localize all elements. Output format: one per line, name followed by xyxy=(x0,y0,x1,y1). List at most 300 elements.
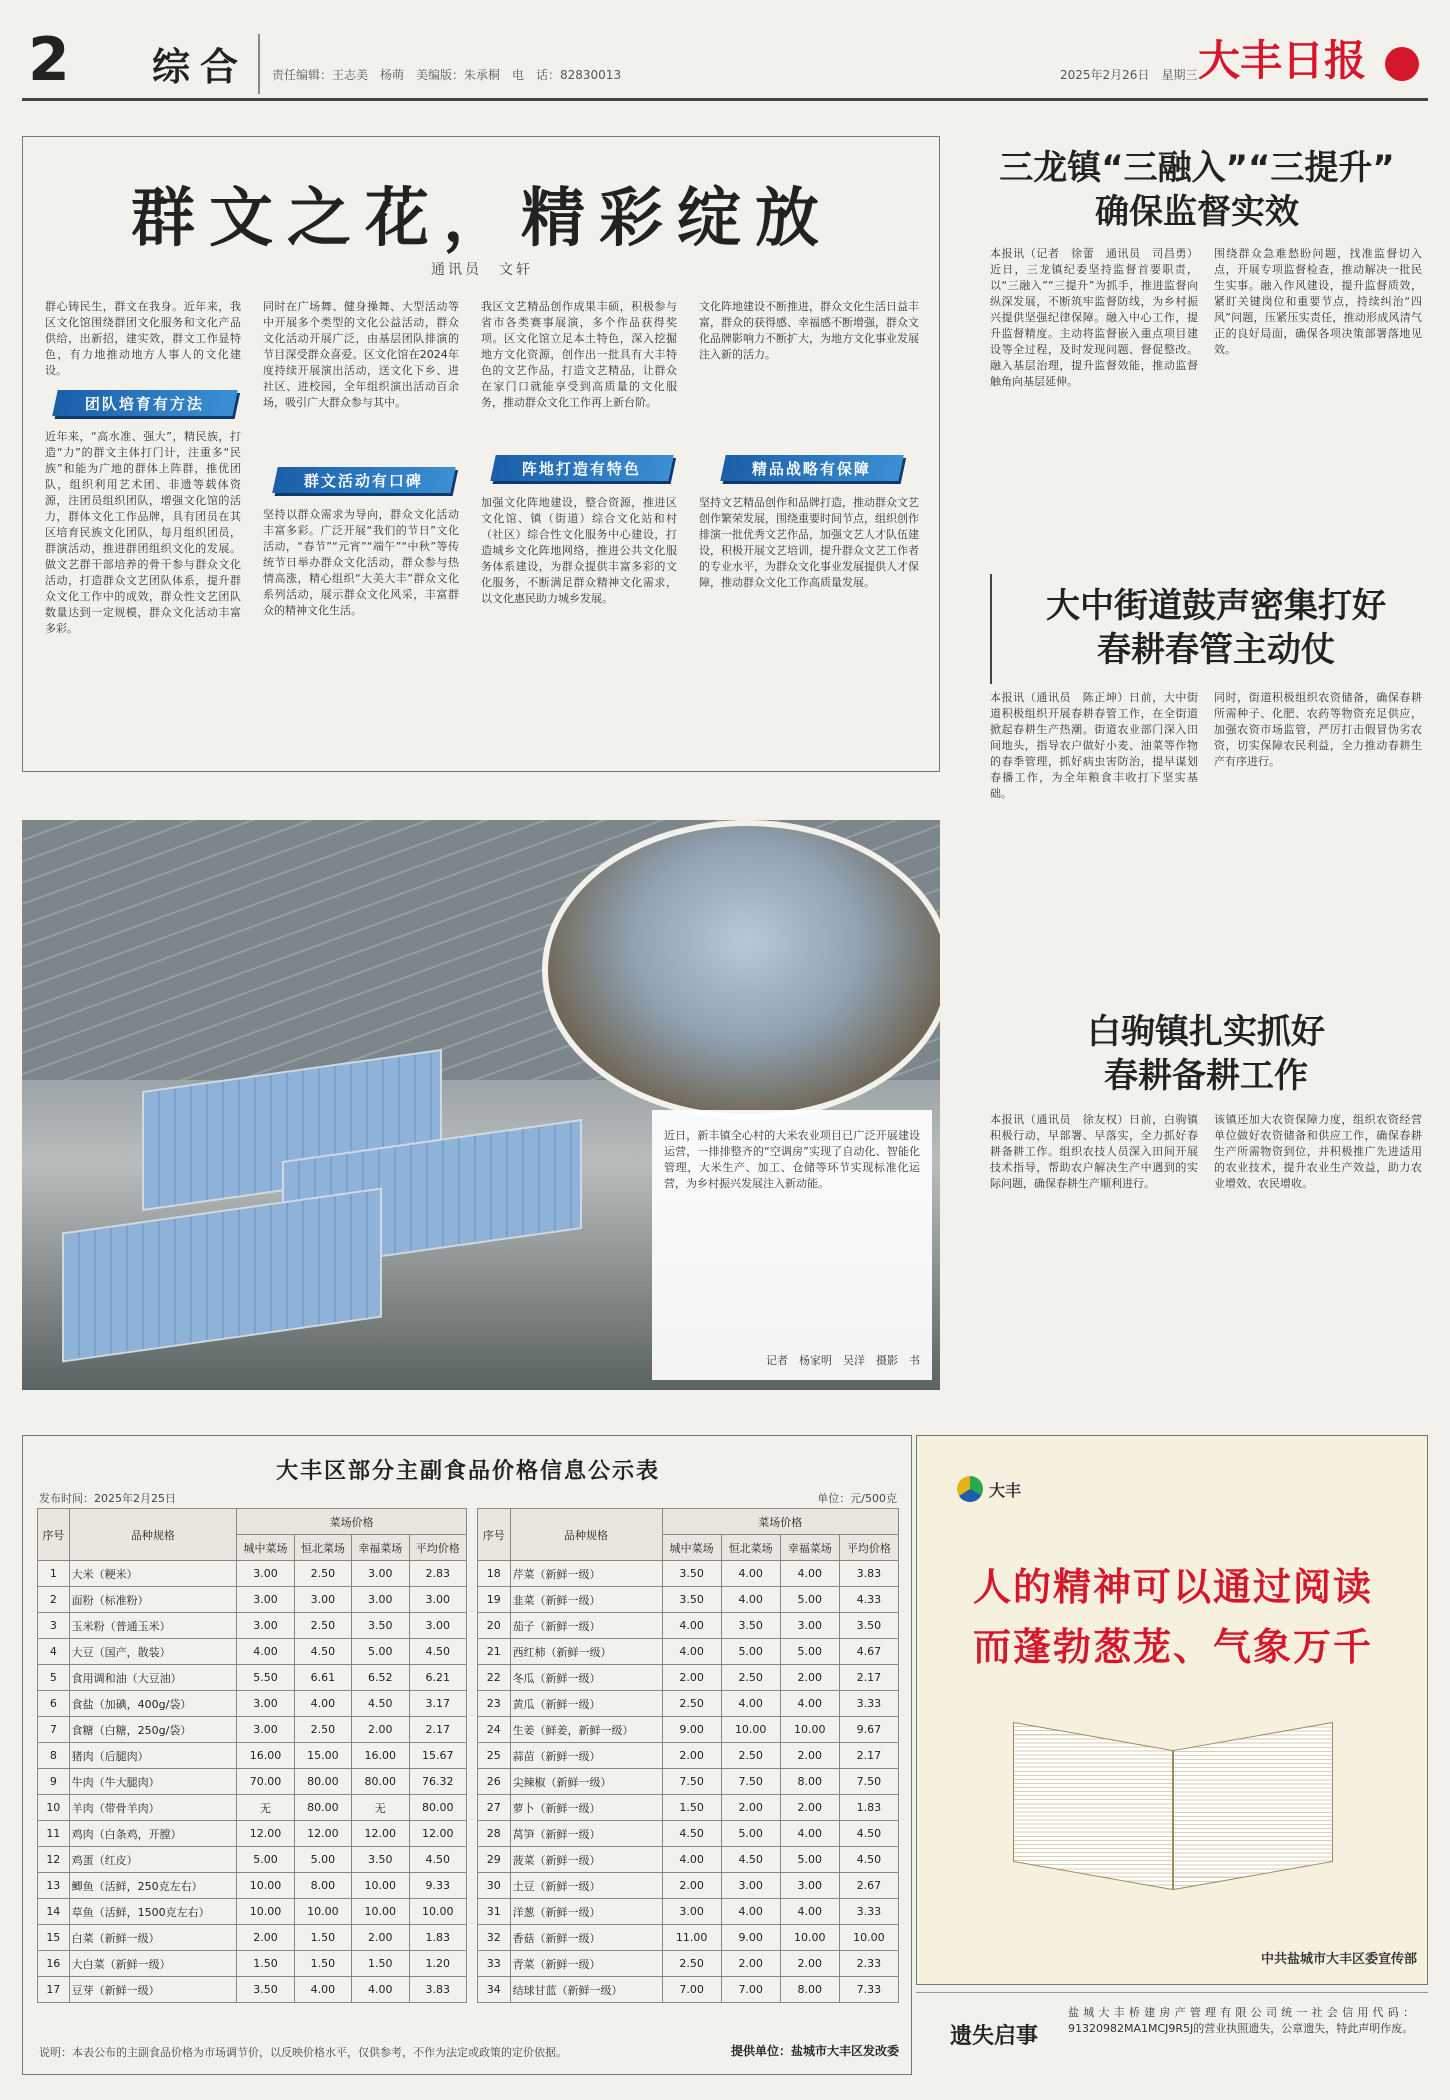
value-cell: 26 xyxy=(478,1769,511,1795)
caption-box xyxy=(652,1110,932,1380)
value-cell: 2.00 xyxy=(662,1743,721,1769)
aerial-photo xyxy=(22,820,940,1390)
value-cell: 15 xyxy=(38,1925,70,1951)
col4-text: 文化阵地建设不断推进，群众文化生活日益丰富，群众的获得感、幸福感不断增强，群众文化品牌影响力不断扩大，为地方文化事业发展注入新的活力。 xyxy=(699,300,919,361)
main-article-title: 群文之花，精彩绽放 xyxy=(131,182,833,256)
value-cell: 32 xyxy=(478,1925,511,1951)
price-provider: 提供单位：盐城市大丰区发改委 xyxy=(730,2044,899,2058)
value-cell: 2.33 xyxy=(839,1951,898,1977)
value-cell: 4.00 xyxy=(721,1587,780,1613)
value-cell: 1.83 xyxy=(409,1925,466,1951)
value-cell: 3.50 xyxy=(352,1613,409,1639)
value-cell: 7.00 xyxy=(721,1977,780,2003)
value-cell: 14 xyxy=(38,1899,70,1925)
value-cell: 16 xyxy=(38,1951,70,1977)
page-number: 2 xyxy=(28,25,70,95)
col4b-text: 坚持文艺精品创作和品牌打造，推动群众文艺创作繁荣发展，围绕重要时间节点，组织创作排演一批优秀文艺作品，加强文艺人才队伍建设，积极开展文艺培训，提升群众文艺工作者的专业水平，为群众文化事业发展提供人才保障，推动群众文化工作高质量发展。 xyxy=(699,496,919,589)
value-cell: 4.50 xyxy=(721,1847,780,1873)
value-cell: 4.00 xyxy=(294,1977,351,2003)
table-row xyxy=(38,1639,467,1665)
value-cell: 5.00 xyxy=(352,1639,409,1665)
value-cell: 3.83 xyxy=(839,1561,898,1587)
value-cell: 2.17 xyxy=(409,1717,466,1743)
item-name-cell: 青菜（新鲜一级） xyxy=(510,1951,662,1977)
value-cell: 3.50 xyxy=(237,1977,294,2003)
value-cell: 80.00 xyxy=(294,1795,351,1821)
table-row xyxy=(38,1873,467,1899)
value-cell: 4.00 xyxy=(780,1561,839,1587)
item-name-cell: 香菇（新鲜一级） xyxy=(510,1925,662,1951)
sanlong-text-a: 本报讯（记者 徐蕾 通讯员 司昌勇）近日，三龙镇纪委坚持监督首要职责，以“三融入”“三提升”为抓手，推进监督向纵深发展，不断筑牢监督防线，为乡村振兴提供坚强纪律保障。融入中心工作，提升监督精度。主动将监督嵌入重点项目建设等全过程，及时发现问题、督促整改。融入基层治理，提升监督效能，推动监督触角向基层延伸。 xyxy=(990,247,1198,388)
value-cell: 7.33 xyxy=(839,1977,898,2003)
item-name-cell: 面粉（标准粉） xyxy=(69,1587,237,1613)
item-name-cell: 土豆（新鲜一级） xyxy=(510,1873,662,1899)
value-cell: 30 xyxy=(478,1873,511,1899)
value-cell: 3.00 xyxy=(780,1873,839,1899)
value-cell: 2.00 xyxy=(721,1951,780,1977)
value-cell: 5.00 xyxy=(780,1587,839,1613)
notice-text: 盐城大丰桥建房产管理有限公司统一社会信用代码：91320982MA1MCJ9R5J的营业执照遗失，公章遗失，特此声明作废。 xyxy=(1068,2006,1414,2035)
subheading-venue: 阵地打造有特色 xyxy=(490,455,674,481)
value-cell: 28 xyxy=(478,1821,511,1847)
value-cell: 4.00 xyxy=(352,1977,409,2003)
item-name-cell: 鸡蛋（红皮） xyxy=(69,1847,237,1873)
item-name-cell: 豆芽（新鲜一级） xyxy=(69,1977,237,2003)
value-cell: 2.00 xyxy=(352,1925,409,1951)
section-name: 综合 xyxy=(152,45,249,89)
value-cell: 2.17 xyxy=(839,1743,898,1769)
value-cell: 2.00 xyxy=(237,1925,294,1951)
value-cell: 16.00 xyxy=(352,1743,409,1769)
value-cell: 23 xyxy=(478,1691,511,1717)
table-row xyxy=(478,1717,899,1743)
value-cell: 无 xyxy=(237,1795,294,1821)
value-cell: 6.61 xyxy=(294,1665,351,1691)
value-cell: 2.00 xyxy=(780,1795,839,1821)
value-cell: 80.00 xyxy=(352,1769,409,1795)
value-cell: 4.00 xyxy=(662,1613,721,1639)
table-row xyxy=(478,1951,899,1977)
value-cell: 3.00 xyxy=(409,1587,466,1613)
value-cell: 10 xyxy=(38,1795,70,1821)
table-row xyxy=(478,1795,899,1821)
value-cell: 2.50 xyxy=(721,1665,780,1691)
value-cell: 80.00 xyxy=(409,1795,466,1821)
value-cell: 4.00 xyxy=(721,1899,780,1925)
value-cell: 11.00 xyxy=(662,1925,721,1951)
value-cell: 10.00 xyxy=(352,1873,409,1899)
reading-ad xyxy=(916,1435,1428,1985)
value-cell: 2.50 xyxy=(721,1743,780,1769)
table-row xyxy=(478,1743,899,1769)
col-hengbei: 恒北菜场 xyxy=(294,1535,351,1561)
value-cell: 2.00 xyxy=(780,1665,839,1691)
value-cell: 12 xyxy=(38,1847,70,1873)
value-cell: 1.50 xyxy=(352,1951,409,1977)
value-cell: 4.50 xyxy=(662,1821,721,1847)
value-cell: 2.83 xyxy=(409,1561,466,1587)
value-cell: 3.00 xyxy=(352,1561,409,1587)
value-cell: 2.00 xyxy=(662,1665,721,1691)
table-row xyxy=(478,1899,899,1925)
price-table-left xyxy=(37,1508,467,2003)
table-row xyxy=(478,1925,899,1951)
value-cell: 70.00 xyxy=(237,1769,294,1795)
value-cell: 27 xyxy=(478,1795,511,1821)
value-cell: 8 xyxy=(38,1743,70,1769)
ad-line-1: 人的精神可以通过阅读 xyxy=(972,1565,1373,1609)
value-cell: 3.50 xyxy=(352,1847,409,1873)
sanlong-title: 三龙镇“三融入”“三提升” 确保监督实效 xyxy=(999,148,1395,232)
value-cell: 1.50 xyxy=(237,1951,294,1977)
value-cell: 8.00 xyxy=(780,1769,839,1795)
table-row xyxy=(478,1665,899,1691)
value-cell: 8.00 xyxy=(294,1873,351,1899)
table-row xyxy=(478,1821,899,1847)
value-cell: 1.50 xyxy=(294,1951,351,1977)
value-cell: 12.00 xyxy=(294,1821,351,1847)
value-cell: 8.00 xyxy=(780,1977,839,2003)
value-cell: 29 xyxy=(478,1847,511,1873)
value-cell: 9.00 xyxy=(662,1717,721,1743)
item-name-cell: 食用调和油（大豆油） xyxy=(69,1665,237,1691)
value-cell: 10.00 xyxy=(839,1925,898,1951)
notice-title: 遗失启事 xyxy=(950,2024,1039,2049)
open-book-icon xyxy=(1013,1696,1333,1896)
value-cell: 3.33 xyxy=(839,1899,898,1925)
value-cell: 4.00 xyxy=(780,1691,839,1717)
value-cell: 3 xyxy=(38,1613,70,1639)
col-xingfu: 幸福菜场 xyxy=(352,1535,409,1561)
col-group: 菜场价格 xyxy=(662,1509,898,1535)
value-cell: 2 xyxy=(38,1587,70,1613)
item-name-cell: 大豆（国产，散装） xyxy=(69,1639,237,1665)
value-cell: 80.00 xyxy=(294,1769,351,1795)
col-average: 平均价格 xyxy=(409,1535,466,1561)
dazhongjie-title: 大中街道鼓声密集打好 春耕春管主动仗 xyxy=(1046,586,1386,670)
item-name-cell: 玉米粉（普通玉米） xyxy=(69,1613,237,1639)
sanlong-text-b: 围绕群众急难愁盼问题，找准监督切入点，开展专项监督检查，推动解决一批民生实事。融入作风建设，提升监督质效，紧盯关键岗位和重要节点，持续纠治“四风”问题，压紧压实责任，推动形成风清气正的良好局面，确保各项决策部署落地见效。 xyxy=(1214,247,1422,356)
newspaper-logo xyxy=(1198,28,1419,88)
main-article-byline: 通讯员 文轩 xyxy=(431,262,533,278)
value-cell: 3.50 xyxy=(662,1561,721,1587)
value-cell: 2.50 xyxy=(294,1717,351,1743)
value-cell: 4.50 xyxy=(839,1847,898,1873)
value-cell: 10.00 xyxy=(237,1899,294,1925)
item-name-cell: 大米（粳米） xyxy=(69,1561,237,1587)
table-row xyxy=(38,1717,467,1743)
value-cell: 3.00 xyxy=(294,1587,351,1613)
value-cell: 12.00 xyxy=(237,1821,294,1847)
value-cell: 1.83 xyxy=(839,1795,898,1821)
dazhongjie-rule xyxy=(990,574,992,684)
value-cell: 24 xyxy=(478,1717,511,1743)
value-cell: 10.00 xyxy=(409,1899,466,1925)
price-unit: 单位：元/500克 xyxy=(817,1492,897,1505)
value-cell: 3.17 xyxy=(409,1691,466,1717)
table-row xyxy=(478,1639,899,1665)
ad-logo-icon xyxy=(957,1476,983,1502)
table-row xyxy=(38,1587,467,1613)
table-row xyxy=(38,1977,467,2003)
value-cell: 5.00 xyxy=(780,1847,839,1873)
table-row xyxy=(38,1769,467,1795)
table-row xyxy=(478,1873,899,1899)
item-name-cell: 猪肉（后腿肉） xyxy=(69,1743,237,1769)
item-name-cell: 西红柿（新鲜一级） xyxy=(510,1639,662,1665)
value-cell: 5.00 xyxy=(721,1639,780,1665)
item-name-cell: 芹菜（新鲜一级） xyxy=(510,1561,662,1587)
value-cell: 22 xyxy=(478,1665,511,1691)
item-name-cell: 冬瓜（新鲜一级） xyxy=(510,1665,662,1691)
price-table-section xyxy=(22,1435,912,2075)
value-cell: 4.00 xyxy=(662,1639,721,1665)
value-cell: 4.50 xyxy=(839,1821,898,1847)
item-name-cell: 茄子（新鲜一级） xyxy=(510,1613,662,1639)
col-group: 菜场价格 xyxy=(237,1509,467,1535)
item-name-cell: 牛肉（牛大腿肉） xyxy=(69,1769,237,1795)
value-cell: 5.50 xyxy=(237,1665,294,1691)
table-row xyxy=(478,1561,899,1587)
table-row xyxy=(38,1925,467,1951)
value-cell: 12.00 xyxy=(409,1821,466,1847)
value-cell: 19 xyxy=(478,1587,511,1613)
logo-text: 大丰日报 xyxy=(1198,36,1367,85)
value-cell: 3.50 xyxy=(721,1613,780,1639)
value-cell: 16.00 xyxy=(237,1743,294,1769)
item-name-cell: 羊肉（带骨羊肉） xyxy=(69,1795,237,1821)
value-cell: 3.00 xyxy=(352,1587,409,1613)
col3b-text: 加强文化阵地建设，整合资源，推进区文化馆、镇（街道）综合文化站和村（社区）综合性文化服务中心建设，打造城乡文化阵地网络，推进公共文化服务体系建设，为群众提供丰富多彩的文化服务，不断满足群众精神文化需求，以文化惠民助力城乡发展。 xyxy=(481,496,677,605)
col-index: 序号 xyxy=(478,1509,511,1561)
table-row xyxy=(478,1691,899,1717)
value-cell: 3.83 xyxy=(409,1977,466,2003)
value-cell: 3.00 xyxy=(780,1613,839,1639)
value-cell: 15.67 xyxy=(409,1743,466,1769)
value-cell: 无 xyxy=(352,1795,409,1821)
col-chengzhong: 城中菜场 xyxy=(662,1535,721,1561)
value-cell: 10.00 xyxy=(721,1717,780,1743)
table-row xyxy=(478,1847,899,1873)
ad-line-2: 而蓬勃葱茏、气象万千 xyxy=(972,1625,1373,1669)
item-name-cell: 韭菜（新鲜一级） xyxy=(510,1587,662,1613)
table-row xyxy=(478,1587,899,1613)
table-row xyxy=(478,1613,899,1639)
value-cell: 4.00 xyxy=(662,1847,721,1873)
value-cell: 3.33 xyxy=(839,1691,898,1717)
item-name-cell: 白菜（新鲜一级） xyxy=(69,1925,237,1951)
value-cell: 4.00 xyxy=(780,1821,839,1847)
table-row xyxy=(38,1691,467,1717)
value-cell: 7.50 xyxy=(662,1769,721,1795)
editor-info: 责任编辑：王志美 杨萌 美编版：朱承桐 电 话：82830013 xyxy=(272,68,622,82)
value-cell: 2.00 xyxy=(352,1717,409,1743)
col2-text: 同时在广场舞、健身操舞、大型活动等中开展多个类型的文化公益活动，群众文化活动开展广泛，由基层团队排演的节目深受群众喜爱。区文化馆在2024年度持续开展演出活动，送文化下乡、进社区、进校园，全年组织演出活动百余场，吸引广大群众参与其中。 xyxy=(263,300,459,409)
item-name-cell: 萝卜（新鲜一级） xyxy=(510,1795,662,1821)
table-row xyxy=(38,1613,467,1639)
item-name-cell: 草鱼（活鲜，1500克左右） xyxy=(69,1899,237,1925)
value-cell: 15.00 xyxy=(294,1743,351,1769)
value-cell: 3.00 xyxy=(721,1873,780,1899)
value-cell: 6.21 xyxy=(409,1665,466,1691)
lost-notice xyxy=(916,1992,1428,2075)
value-cell: 7.50 xyxy=(839,1769,898,1795)
value-cell: 18 xyxy=(478,1561,511,1587)
item-name-cell: 黄瓜（新鲜一级） xyxy=(510,1691,662,1717)
value-cell: 3.50 xyxy=(662,1587,721,1613)
value-cell: 2.50 xyxy=(662,1691,721,1717)
value-cell: 10.00 xyxy=(780,1925,839,1951)
value-cell: 1.50 xyxy=(662,1795,721,1821)
col-hengbei: 恒北菜场 xyxy=(721,1535,780,1561)
value-cell: 2.00 xyxy=(662,1873,721,1899)
value-cell: 5.00 xyxy=(237,1847,294,1873)
subheading-team: 团队培育有方法 xyxy=(52,390,238,416)
table-row xyxy=(38,1795,467,1821)
value-cell: 3.00 xyxy=(409,1613,466,1639)
table-row xyxy=(38,1821,467,1847)
baiju-title: 白驹镇扎实抓好 春耕备耕工作 xyxy=(1087,1012,1325,1096)
inset-photo xyxy=(542,820,940,1120)
publish-time: 发布时间：2025年2月25日 xyxy=(39,1492,176,1505)
value-cell: 5.00 xyxy=(780,1639,839,1665)
value-cell: 9.67 xyxy=(839,1717,898,1743)
value-cell: 25 xyxy=(478,1743,511,1769)
value-cell: 2.67 xyxy=(839,1873,898,1899)
col1-text: 近年来，“高水准、强大”，精民族，打造“力”的群文主体打门计，注重多“民族”和能为广地的群体上阵群，推优团队，组织利用艺术团、非遗等载体资源，注团员组织团队，增强文化馆的活力，群体文化工作品牌，具有团员在其区培育民族文化团队，每月组织团员，群演活动，推进群团组织文化的发展。做文艺群干部培养的骨干参与群众文化活动，打造群众文艺团队体系，提升群众文化工作中的成效，群众性文艺团队数量达到一定规模，群众文化活动丰富多彩。 xyxy=(45,430,241,635)
value-cell: 10.00 xyxy=(294,1899,351,1925)
table-row xyxy=(38,1951,467,1977)
value-cell: 4.00 xyxy=(780,1899,839,1925)
value-cell: 4.50 xyxy=(409,1847,466,1873)
value-cell: 7.00 xyxy=(662,1977,721,2003)
value-cell: 10.00 xyxy=(237,1873,294,1899)
ad-logo xyxy=(957,1476,1021,1502)
value-cell: 3.00 xyxy=(662,1899,721,1925)
value-cell: 3.00 xyxy=(237,1717,294,1743)
value-cell: 4.00 xyxy=(237,1639,294,1665)
table-row xyxy=(38,1743,467,1769)
value-cell: 9.33 xyxy=(409,1873,466,1899)
item-name-cell: 洋葱（新鲜一级） xyxy=(510,1899,662,1925)
table-row xyxy=(38,1665,467,1691)
value-cell: 12.00 xyxy=(352,1821,409,1847)
value-cell: 1.20 xyxy=(409,1951,466,1977)
logo-seal-icon xyxy=(1385,47,1419,81)
col-index: 序号 xyxy=(38,1509,70,1561)
value-cell: 4.00 xyxy=(721,1561,780,1587)
subheading-quality: 精品战略有保障 xyxy=(720,455,904,481)
value-cell: 7 xyxy=(38,1717,70,1743)
dazhongjie-text-a: 本报讯（通讯员 陈正坤）日前，大中街道积极组织开展春耕春管工作，在全街道掀起春耕生产热潮。街道农业部门深入田间地头，指导农户做好小麦、油菜等作物的春季管理，抓好病虫害防治，提早谋划春播工作，为全年粮食丰收打下坚实基础。 xyxy=(990,691,1198,800)
header-rule xyxy=(22,98,1428,101)
table-row xyxy=(38,1561,467,1587)
table-row xyxy=(38,1847,467,1873)
dazhongjie-text-b: 同时，街道积极组织农资储备，确保春耕所需种子、化肥、农药等物资充足供应，加强农资市场监管，严厉打击假冒伪劣农资，切实保障农民利益，全力推动春耕生产有序进行。 xyxy=(1214,691,1422,768)
value-cell: 5.00 xyxy=(294,1847,351,1873)
value-cell: 11 xyxy=(38,1821,70,1847)
value-cell: 5.00 xyxy=(721,1821,780,1847)
col3-text: 我区文艺精品创作成果丰硕，积极参与省市各类赛事展演，多个作品获得奖项。区文化馆立足本土特色，深入挖掘地方文化资源，创作出一批具有大丰特色的文艺作品，打造文艺精品，让群众在家门口就能享受到高质量的文化服务，推动群众文化工作再上新台阶。 xyxy=(481,300,677,409)
col-average: 平均价格 xyxy=(839,1535,898,1561)
item-name-cell: 莴笋（新鲜一级） xyxy=(510,1821,662,1847)
value-cell: 3.00 xyxy=(237,1587,294,1613)
item-name-cell: 食糖（白糖，250g/袋） xyxy=(69,1717,237,1743)
table-row xyxy=(38,1899,467,1925)
intro-text: 群心铸民生，群文在我身。近年来，我区文化馆围绕群团文化服务和文化产品供给，出新招，建实效，群文工作显特色，有力地推动地方人事人的文化建设。 xyxy=(45,300,241,377)
value-cell: 2.50 xyxy=(294,1613,351,1639)
header-divider xyxy=(258,34,260,94)
value-cell: 2.50 xyxy=(294,1561,351,1587)
value-cell: 3.00 xyxy=(237,1691,294,1717)
item-name-cell: 鲫鱼（活鲜，250克左右） xyxy=(69,1873,237,1899)
value-cell: 31 xyxy=(478,1899,511,1925)
value-cell: 33 xyxy=(478,1951,511,1977)
col-item: 品种规格 xyxy=(510,1509,662,1561)
value-cell: 76.32 xyxy=(409,1769,466,1795)
value-cell: 4.33 xyxy=(839,1587,898,1613)
item-name-cell: 生姜（鲜姜，新鲜一级） xyxy=(510,1717,662,1743)
value-cell: 3.50 xyxy=(839,1613,898,1639)
value-cell: 5 xyxy=(38,1665,70,1691)
value-cell: 4.50 xyxy=(409,1639,466,1665)
item-name-cell: 鸡肉（白条鸡，开膛） xyxy=(69,1821,237,1847)
value-cell: 21 xyxy=(478,1639,511,1665)
col-item: 品种规格 xyxy=(69,1509,237,1561)
value-cell: 2.00 xyxy=(721,1795,780,1821)
subheading-activity: 群文活动有口碑 xyxy=(272,467,456,493)
value-cell: 9.00 xyxy=(721,1925,780,1951)
value-cell: 3.00 xyxy=(237,1613,294,1639)
main-article xyxy=(22,136,940,772)
value-cell: 4.50 xyxy=(294,1639,351,1665)
value-cell: 4.00 xyxy=(294,1691,351,1717)
issue-date: 2025年2月26日 星期三 xyxy=(1060,68,1198,82)
value-cell: 4 xyxy=(38,1639,70,1665)
value-cell: 2.00 xyxy=(780,1743,839,1769)
col-chengzhong: 城中菜场 xyxy=(237,1535,294,1561)
price-note: 说明：本表公布的主副食品价格为市场调节价，以反映价格水平，仅供参考，不作为法定或政策的定价依据。 xyxy=(39,2046,567,2059)
item-name-cell: 结球甘蓝（新鲜一级） xyxy=(510,1977,662,2003)
baiju-text-b: 该镇还加大农资保障力度，组织农资经营单位做好农资储备和供应工作，确保春耕生产所需物资到位，并积极推广先进适用的农业技术，提升农业生产效益，助力农业增效、农民增收。 xyxy=(1214,1113,1422,1190)
value-cell: 13 xyxy=(38,1873,70,1899)
value-cell: 2.00 xyxy=(780,1951,839,1977)
item-name-cell: 菠菜（新鲜一级） xyxy=(510,1847,662,1873)
value-cell: 4.00 xyxy=(721,1691,780,1717)
photo-credit: 记者 杨家明 吴洋 摄影 书 xyxy=(766,1354,920,1367)
value-cell: 6.52 xyxy=(352,1665,409,1691)
value-cell: 3.00 xyxy=(237,1561,294,1587)
value-cell: 17 xyxy=(38,1977,70,2003)
table-row xyxy=(478,1977,899,2003)
value-cell: 1.50 xyxy=(294,1925,351,1951)
value-cell: 2.17 xyxy=(839,1665,898,1691)
ad-logo-text: 大丰 xyxy=(989,1480,1022,1500)
price-table-title: 大丰区部分主副食品价格信息公示表 xyxy=(275,1459,660,1484)
item-name-cell: 大白菜（新鲜一级） xyxy=(69,1951,237,1977)
value-cell: 10.00 xyxy=(352,1899,409,1925)
value-cell: 2.50 xyxy=(662,1951,721,1977)
price-table-right xyxy=(477,1508,899,2003)
value-cell: 10.00 xyxy=(780,1717,839,1743)
ad-sponsor: 中共盐城市大丰区委宣传部 xyxy=(1260,1952,1417,1967)
value-cell: 9 xyxy=(38,1769,70,1795)
item-name-cell: 食盐（加碘，400g/袋） xyxy=(69,1691,237,1717)
value-cell: 20 xyxy=(478,1613,511,1639)
item-name-cell: 蒜苗（新鲜一级） xyxy=(510,1743,662,1769)
col2b-text: 坚持以群众需求为导向，群众文化活动丰富多彩。广泛开展“我们的节日”文化活动，“春节”“元宵”“端午”“中秋”等传统节日举办群众文化活动，群众参与热情高涨，精心组织“大美大丰”群众文化系列活动，展示群众文化风采，丰富群众的精神文化生活。 xyxy=(263,508,459,617)
baiju-text-a: 本报讯（通讯员 徐友权）日前，白驹镇积极行动，早部署、早落实，全力抓好春耕备耕工作。组织农技人员深入田间开展技术指导，帮助农户解决生产中遇到的实际问题，确保春耕生产顺利进行。 xyxy=(990,1113,1198,1190)
